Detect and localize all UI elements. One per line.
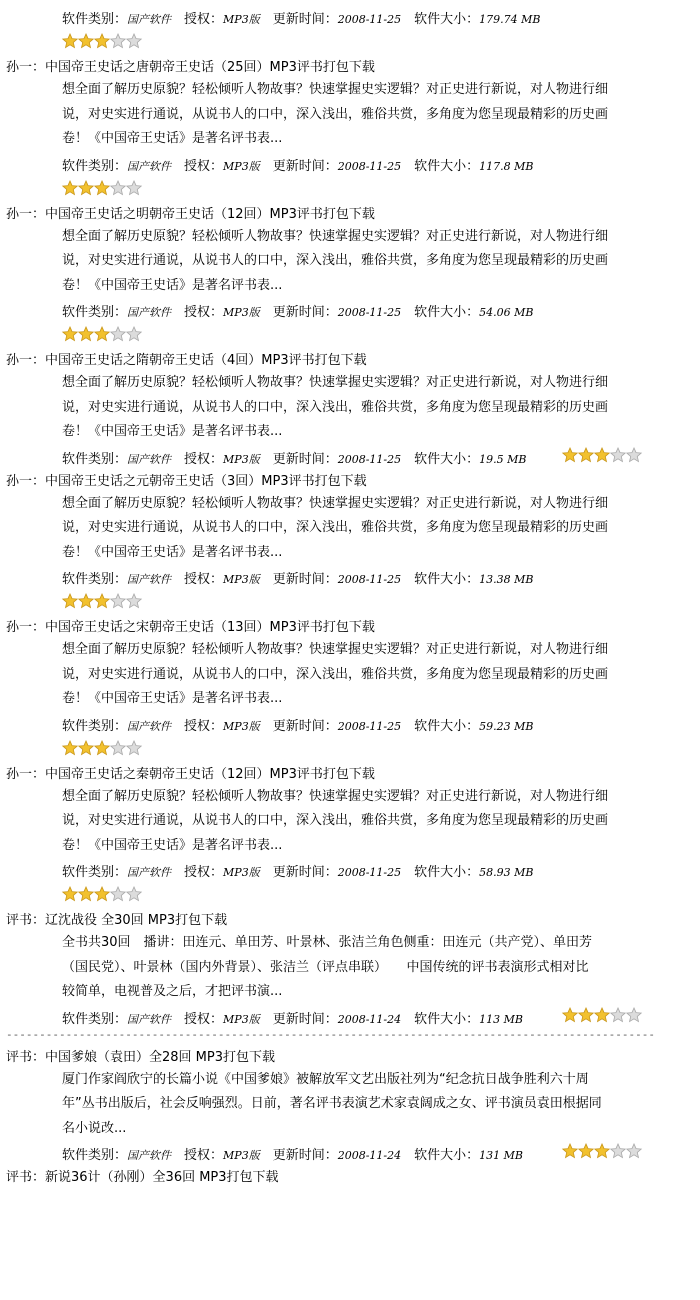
rating-stars <box>62 593 142 611</box>
star-filled-icon <box>78 180 94 196</box>
star-filled-icon <box>62 740 78 756</box>
license-label: 授权： <box>184 305 224 320</box>
size-label: 软件大小： <box>414 718 480 734</box>
size-value: 113 MB <box>479 1012 523 1026</box>
star-empty-icon <box>126 886 142 902</box>
description-line: 名小说改... <box>62 1120 127 1136</box>
updated-label: 更新时间： <box>272 572 338 587</box>
license-label: 授权： <box>184 1011 224 1027</box>
license-value: MP3版 <box>223 719 260 733</box>
updated-value: 2008-11-25 <box>337 306 402 319</box>
updated-label: 更新时间： <box>272 12 338 27</box>
license-label: 授权： <box>184 451 224 467</box>
description-line: 卷！《中国帝王史话》是著名评书表... <box>62 691 283 706</box>
star-empty-icon <box>626 1007 642 1023</box>
star-empty-icon <box>610 1007 626 1023</box>
category-value: 国产软件 <box>127 719 172 733</box>
license-label: 授权： <box>184 718 224 734</box>
star-empty-icon <box>126 180 142 196</box>
star-filled-icon <box>578 1007 594 1023</box>
license-label: 授权： <box>184 572 224 587</box>
description-line: 厦门作家阎欣宁的长篇小说《中国爹娘》被解放军文艺出版社列为“纪念抗日战争胜利六十周 <box>62 1071 589 1087</box>
star-filled-icon <box>94 740 110 756</box>
star-empty-icon <box>110 326 126 342</box>
rating-stars <box>62 326 142 344</box>
meta-line <box>62 301 534 320</box>
star-empty-icon <box>626 1143 642 1159</box>
star-filled-icon <box>78 886 94 902</box>
category-label: 软件类别： <box>62 865 128 880</box>
category-label: 软件类别： <box>62 305 128 320</box>
star-empty-icon <box>626 447 642 463</box>
size-value: 179.74 MB <box>479 13 541 26</box>
category-value: 国产软件 <box>127 306 172 319</box>
entry-description <box>62 225 658 299</box>
rating-stars <box>562 447 642 465</box>
star-empty-icon <box>126 740 142 756</box>
size-label: 软件大小： <box>414 1148 480 1163</box>
size-label: 软件大小： <box>414 12 480 27</box>
size-label: 软件大小： <box>414 305 480 320</box>
description-line: 说，对史实进行通说，从说书人的口中，深入浅出，雅俗共赏，多角度为您呈现最精彩的历史画 <box>62 106 609 122</box>
size-label: 软件大小： <box>414 865 480 880</box>
star-empty-icon <box>610 1143 626 1159</box>
category-label: 软件类别： <box>62 718 128 734</box>
star-empty-icon <box>110 180 126 196</box>
category-label: 软件类别： <box>62 1148 128 1163</box>
rating-stars <box>62 886 142 904</box>
description-line: 想全面了解历史原貌？轻松倾听人物故事？快速掌握史实逻辑？对正史进行新说，对人物进行细 <box>62 642 609 657</box>
entry-description <box>62 78 658 152</box>
star-filled-icon <box>62 326 78 342</box>
license-value: MP3版 <box>223 306 260 319</box>
meta-line <box>62 8 541 27</box>
size-value: 117.8 MB <box>479 159 534 173</box>
category-value: 国产软件 <box>127 866 172 879</box>
description-line: 说，对史实进行通说，从说书人的口中，深入浅出，雅俗共赏，多角度为您呈现最精彩的历史画 <box>62 666 609 682</box>
description-line: 说，对史实进行通说，从说书人的口中，深入浅出，雅俗共赏，多角度为您呈现最精彩的历史画 <box>62 253 609 268</box>
license-value: MP3版 <box>223 13 260 26</box>
category-value: 国产软件 <box>127 452 172 466</box>
meta-line <box>62 1008 523 1027</box>
license-label: 授权： <box>184 865 224 880</box>
updated-value: 2008-11-25 <box>337 719 402 733</box>
license-label: 授权： <box>184 12 224 27</box>
category-label: 软件类别： <box>62 12 128 27</box>
star-filled-icon <box>94 326 110 342</box>
entry-title-link[interactable]: 评书：中国爹娘（袁田）全28回 MP3打包下载 <box>6 1049 276 1065</box>
updated-label: 更新时间： <box>272 158 338 174</box>
license-value: MP3版 <box>223 573 260 586</box>
description-line: 想全面了解历史原貌？轻松倾听人物故事？快速掌握史实逻辑？对正史进行新说，对人物进行细 <box>62 82 609 97</box>
license-label: 授权： <box>184 1148 224 1163</box>
entry-title-link[interactable]: 孙一：中国帝王史话之唐朝帝王史话（25回）MP3评书打包下载 <box>6 60 375 75</box>
updated-label: 更新时间： <box>272 718 338 734</box>
category-label: 软件类别： <box>62 1011 128 1027</box>
size-label: 软件大小： <box>414 158 480 174</box>
size-label: 软件大小： <box>414 1011 480 1027</box>
description-line: 说，对史实进行通说，从说书人的口中，深入浅出，雅俗共赏，多角度为您呈现最精彩的历史画 <box>62 399 609 415</box>
star-filled-icon <box>78 740 94 756</box>
separator-line: -------------------------------------------------------------------------------------------------- <box>6 1027 656 1041</box>
updated-value: 2008-11-24 <box>337 1012 402 1026</box>
rating-stars <box>62 180 142 198</box>
category-label: 软件类别： <box>62 572 128 587</box>
star-filled-icon <box>78 326 94 342</box>
license-label: 授权： <box>184 158 224 174</box>
meta-line <box>62 715 534 734</box>
description-line: 卷！《中国帝王史话》是著名评书表... <box>62 424 283 439</box>
star-filled-icon <box>94 33 110 49</box>
star-filled-icon <box>62 886 78 902</box>
star-empty-icon <box>610 447 626 463</box>
updated-value: 2008-11-25 <box>337 866 402 879</box>
star-filled-icon <box>562 1007 578 1023</box>
category-label: 软件类别： <box>62 158 128 174</box>
rating-stars <box>62 33 142 51</box>
updated-label: 更新时间： <box>272 1011 338 1027</box>
meta-line <box>62 861 534 880</box>
star-filled-icon <box>78 593 94 609</box>
entry-title-link[interactable]: 孙一：中国帝王史话之宋朝帝王史话（13回）MP3评书打包下载 <box>6 620 375 635</box>
entry-description <box>62 371 658 445</box>
star-filled-icon <box>578 447 594 463</box>
updated-label: 更新时间： <box>272 451 338 467</box>
updated-value: 2008-11-25 <box>337 13 402 26</box>
entry-title-link[interactable]: 评书：新说36计（孙刚）全36回 MP3打包下载 <box>6 1170 279 1185</box>
entry-title-link[interactable]: 孙一：中国帝王史话之隋朝帝王史话（4回）MP3评书打包下载 <box>6 353 367 368</box>
description-line: 年”丛书出版后，社会反响强烈。日前，著名评书表演艺术家袁阔成之女、评书演员袁田根据同 <box>62 1096 602 1111</box>
star-filled-icon <box>94 180 110 196</box>
category-value: 国产软件 <box>127 159 172 173</box>
star-empty-icon <box>126 326 142 342</box>
updated-value: 2008-11-25 <box>337 573 402 586</box>
star-empty-icon <box>126 593 142 609</box>
size-value: 13.38 MB <box>479 573 534 586</box>
meta-line <box>62 448 527 467</box>
star-filled-icon <box>62 33 78 49</box>
description-line: 较简单，电视普及之后，才把评书演... <box>62 984 283 999</box>
star-empty-icon <box>110 593 126 609</box>
star-filled-icon <box>94 593 110 609</box>
license-value: MP3版 <box>223 866 260 879</box>
description-line: 全书共30回 播讲：田连元、单田芳、叶景林、张洁兰角色侧重：田连元（共产党）、单田芳 <box>62 935 593 950</box>
size-label: 软件大小： <box>414 572 480 587</box>
category-value: 国产软件 <box>127 573 172 586</box>
license-value: MP3版 <box>223 1149 260 1162</box>
license-value: MP3版 <box>223 452 260 466</box>
star-filled-icon <box>594 1143 610 1159</box>
description-line: 说，对史实进行通说，从说书人的口中，深入浅出，雅俗共赏，多角度为您呈现最精彩的历史画 <box>62 520 609 535</box>
star-empty-icon <box>110 886 126 902</box>
license-value: MP3版 <box>223 1012 260 1026</box>
star-filled-icon <box>94 886 110 902</box>
description-line: 卷！《中国帝王史话》是著名评书表... <box>62 837 283 853</box>
entry-title-link[interactable]: 孙一：中国帝王史话之秦朝帝王史话（12回）MP3评书打包下载 <box>6 766 375 782</box>
description-line: 说，对史实进行通说，从说书人的口中，深入浅出，雅俗共赏，多角度为您呈现最精彩的历史画 <box>62 813 609 828</box>
category-label: 软件类别： <box>62 451 128 467</box>
description-line: 卷！《中国帝王史话》是著名评书表... <box>62 544 283 560</box>
entry-description <box>62 931 658 1005</box>
meta-line <box>62 1144 523 1163</box>
updated-value: 2008-11-24 <box>337 1149 402 1162</box>
star-filled-icon <box>578 1143 594 1159</box>
entry-description <box>62 492 658 566</box>
updated-value: 2008-11-25 <box>337 452 402 466</box>
description-line: 想全面了解历史原貌？轻松倾听人物故事？快速掌握史实逻辑？对正史进行新说，对人物进行细 <box>62 495 609 511</box>
meta-line <box>62 155 534 174</box>
star-filled-icon <box>562 447 578 463</box>
size-value: 54.06 MB <box>479 306 534 319</box>
updated-label: 更新时间： <box>272 865 338 880</box>
star-filled-icon <box>78 33 94 49</box>
license-value: MP3版 <box>223 159 260 173</box>
description-line: 想全面了解历史原貌？轻松倾听人物故事？快速掌握史实逻辑？对正史进行新说，对人物进行细 <box>62 375 609 390</box>
description-line: 想全面了解历史原貌？轻松倾听人物故事？快速掌握史实逻辑？对正史进行新说，对人物进行细 <box>62 228 609 244</box>
star-filled-icon <box>594 1007 610 1023</box>
entry-title-link[interactable]: 评书：辽沈战役 全30回 MP3打包下载 <box>6 913 228 928</box>
category-value: 国产软件 <box>127 1012 172 1026</box>
entry-description <box>62 638 658 712</box>
updated-label: 更新时间： <box>272 1148 338 1163</box>
meta-line <box>62 568 534 587</box>
star-filled-icon <box>62 180 78 196</box>
entry-description <box>62 785 658 859</box>
description-line: 卷！《中国帝王史话》是著名评书表... <box>62 277 283 293</box>
description-line: （国民党）、叶景林（国内外背景）、张洁兰（评点串联） 中国传统的评书表演形式相对比 <box>62 959 589 975</box>
star-empty-icon <box>126 33 142 49</box>
star-filled-icon <box>562 1143 578 1159</box>
size-value: 58.93 MB <box>479 866 534 879</box>
size-value: 131 MB <box>479 1149 523 1162</box>
size-value: 59.23 MB <box>479 719 534 733</box>
star-empty-icon <box>110 33 126 49</box>
entry-description <box>62 1068 658 1142</box>
description-line: 想全面了解历史原貌？轻松倾听人物故事？快速掌握史实逻辑？对正史进行新说，对人物进行细 <box>62 788 609 804</box>
rating-stars <box>562 1143 642 1161</box>
size-value: 19.5 MB <box>479 452 527 466</box>
entry-title-link[interactable]: 孙一：中国帝王史话之明朝帝王史话（12回）MP3评书打包下载 <box>6 206 375 222</box>
description-line: 卷！《中国帝王史话》是著名评书表... <box>62 131 283 146</box>
star-empty-icon <box>110 740 126 756</box>
size-label: 软件大小： <box>414 451 480 467</box>
star-filled-icon <box>594 447 610 463</box>
star-filled-icon <box>62 593 78 609</box>
entry-title-link[interactable]: 孙一：中国帝王史话之元朝帝王史话（3回）MP3评书打包下载 <box>6 473 367 489</box>
category-value: 国产软件 <box>127 1149 172 1162</box>
updated-label: 更新时间： <box>272 305 338 320</box>
rating-stars <box>62 740 142 758</box>
category-value: 国产软件 <box>127 13 172 26</box>
rating-stars <box>562 1007 642 1025</box>
updated-value: 2008-11-25 <box>337 159 402 173</box>
